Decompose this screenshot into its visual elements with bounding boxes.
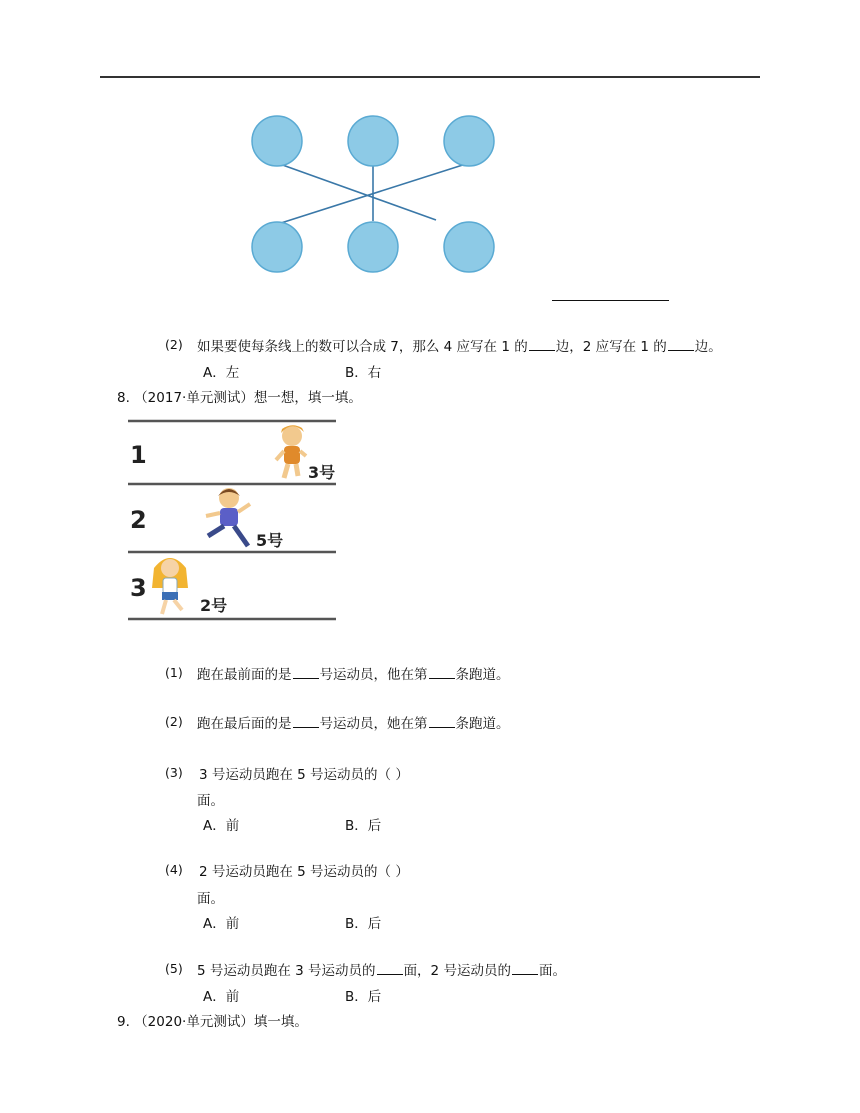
q8-4-option-a[interactable]: A．前	[203, 916, 240, 932]
q8-1-text-a: 跑在最前面的是	[197, 667, 292, 683]
q7-2-text-c: 边。	[694, 339, 722, 355]
q7-2-option-b[interactable]: B．右	[345, 365, 382, 381]
q7-2-option-a[interactable]: A．左	[203, 365, 240, 381]
q8-1-text-b: 号运动员，他在第	[319, 667, 428, 683]
circle-bottom-left[interactable]	[252, 222, 302, 272]
diagram-lines	[277, 163, 469, 223]
q7-2-text-b: 边，2 应写在 1 的	[555, 339, 667, 355]
q8-2-blank-2[interactable]	[429, 715, 455, 728]
q8-5-number: (5)	[165, 961, 183, 976]
q8-4-number: (4)	[165, 862, 183, 877]
line-topleft-bottomright	[277, 163, 436, 220]
circle-top-right[interactable]	[444, 116, 494, 166]
q8-3-option-a[interactable]: A．前	[203, 818, 240, 834]
circle-top-left[interactable]	[252, 116, 302, 166]
circle-diagram	[240, 105, 510, 285]
q7-2-blank-1[interactable]	[529, 338, 555, 351]
q8-1-blank-1[interactable]	[293, 666, 319, 679]
q8-title: 8. （2017·单元测试）想一想，填一填。	[117, 390, 362, 406]
circle-top-middle[interactable]	[348, 116, 398, 166]
runner-label-2: 2号	[200, 596, 228, 615]
q8-4-line1: 2 号运动员跑在 5 号运动员的（ ）	[199, 864, 409, 880]
q7-2-text	[197, 335, 722, 355]
q8-1-number: (1)	[165, 665, 183, 680]
q8-5-text-a: 5 号运动员跑在 3 号运动员的	[197, 963, 376, 979]
q8-4-option-b[interactable]: B．后	[345, 916, 382, 932]
q8-5-text	[197, 959, 566, 979]
lane-number-2: 2	[130, 506, 147, 534]
runner-label-3: 3号	[308, 463, 336, 482]
q8-5-blank-1[interactable]	[377, 962, 403, 975]
lane-number-3: 3	[130, 574, 147, 602]
circle-bottom-middle[interactable]	[348, 222, 398, 272]
q8-5-option-b[interactable]: B．后	[345, 989, 382, 1005]
q8-5-text-c: 面。	[538, 963, 566, 979]
q8-4-line2: 面。	[197, 891, 224, 907]
runner-label-5: 5号	[256, 531, 284, 550]
header-rule	[100, 76, 760, 78]
q8-2-text-b: 号运动员，她在第	[319, 716, 428, 732]
q8-3-option-b[interactable]: B．后	[345, 818, 382, 834]
q8-5-option-a[interactable]: A．前	[203, 989, 240, 1005]
q8-1-text-c: 条跑道。	[455, 667, 510, 683]
q8-2-text	[197, 712, 510, 732]
circle-bottom-right[interactable]	[444, 222, 494, 272]
q8-2-text-c: 条跑道。	[455, 716, 510, 732]
q8-1-text	[197, 663, 510, 683]
q8-3-line2: 面。	[197, 793, 224, 809]
running-track-illustration	[126, 418, 338, 624]
answer-blank-line[interactable]	[552, 300, 669, 301]
q8-5-text-b: 面，2 号运动员的	[403, 963, 511, 979]
q8-2-text-a: 跑在最后面的是	[197, 716, 292, 732]
q7-2-blank-2[interactable]	[668, 338, 694, 351]
q8-1-blank-2[interactable]	[429, 666, 455, 679]
q8-5-blank-2[interactable]	[512, 962, 538, 975]
runner-2-icon	[152, 558, 188, 614]
line-topright-bottomleft	[281, 163, 469, 223]
runner-5-icon	[206, 488, 250, 546]
q8-2-number: (2)	[165, 714, 183, 729]
q8-2-blank-1[interactable]	[293, 715, 319, 728]
q7-2-text-a: 如果要使每条线上的数可以合成 7，那么 4 应写在 1 的	[197, 339, 528, 355]
q9-title: 9. （2020·单元测试）填一填。	[117, 1014, 308, 1030]
q7-2-number: (2)	[165, 337, 183, 352]
q8-3-number: (3)	[165, 765, 183, 780]
q8-3-line1: 3 号运动员跑在 5 号运动员的（ ）	[199, 767, 409, 783]
runner-3-icon	[276, 425, 306, 478]
lane-number-1: 1	[130, 441, 147, 469]
